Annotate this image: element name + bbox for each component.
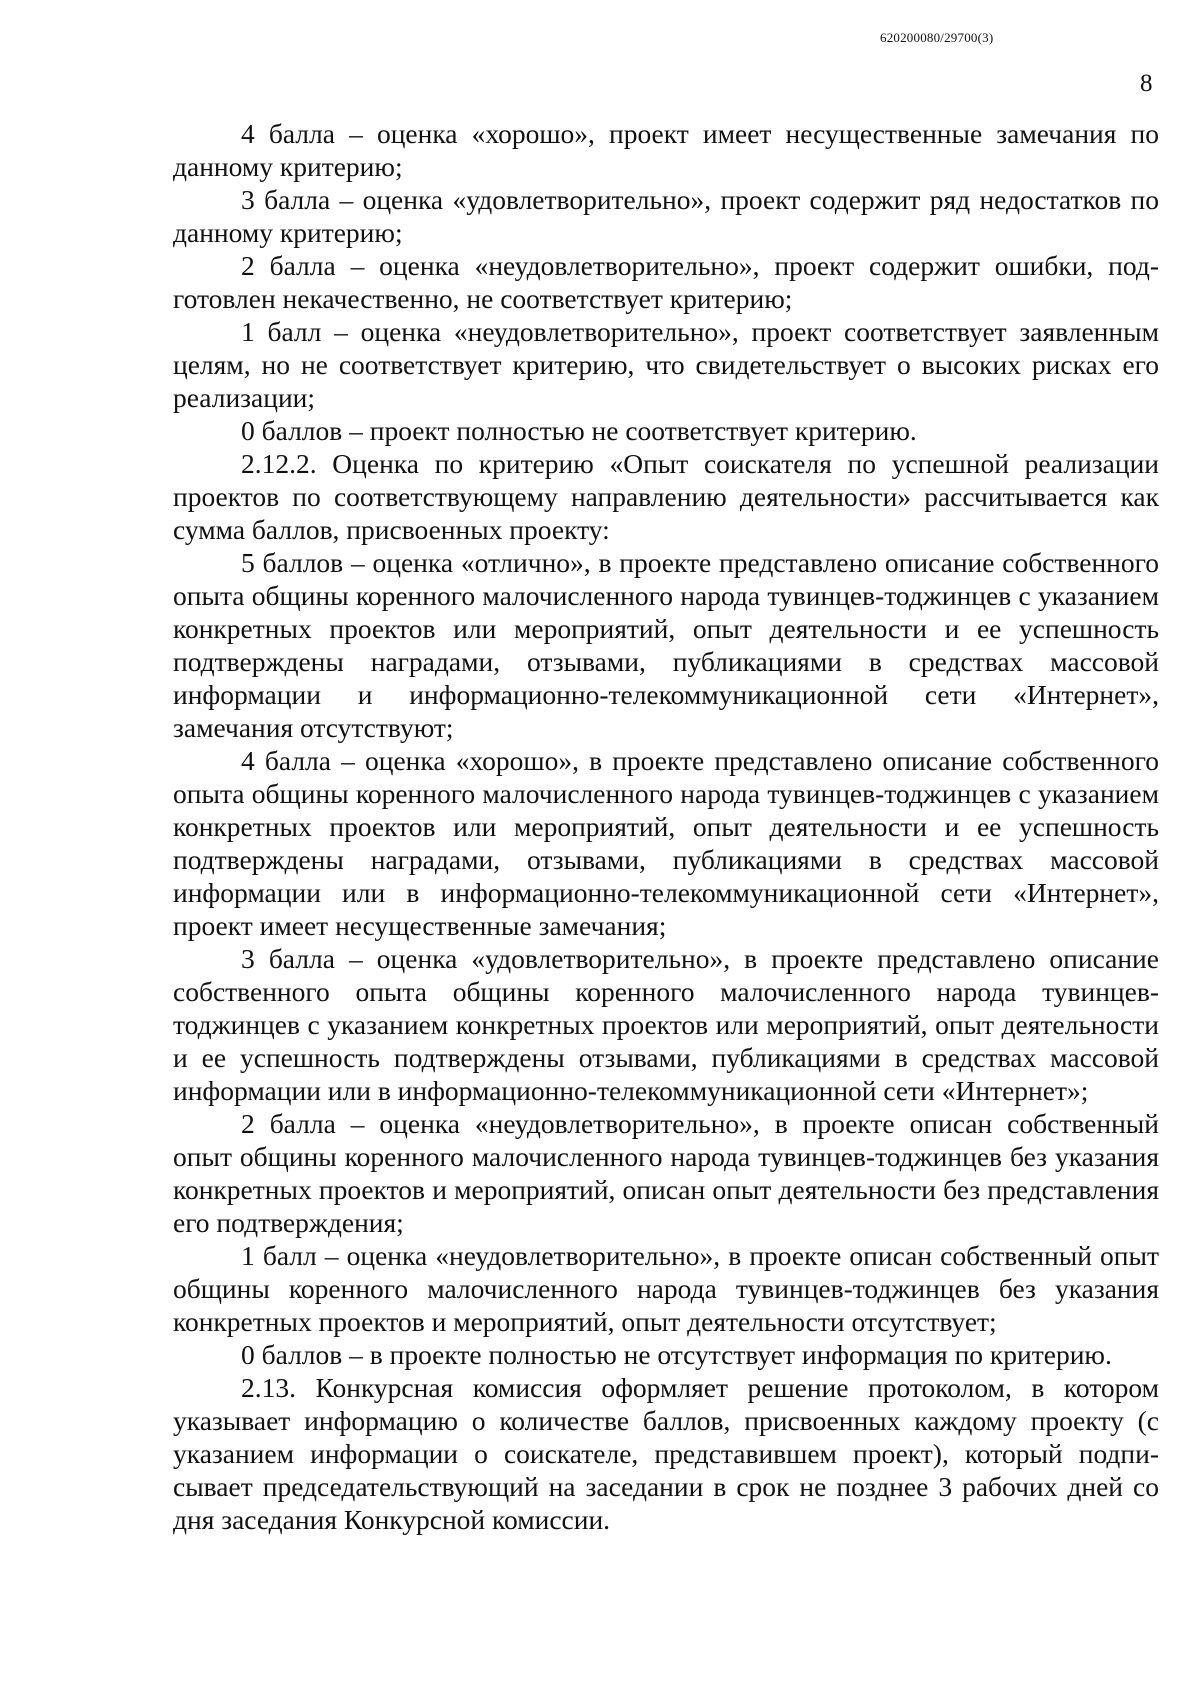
document-body (173, 117, 1159, 1536)
page-number: 8 (1140, 70, 1153, 97)
paragraph-score-2-quality: 2 балла – оценка «неудовлетворительно», проект содержит ошибки, подготовлен некачественно, не соответствует критерию; (173, 250, 1159, 314)
paragraph-score-3-quality: 3 балла – оценка «удовлетворительно», проект содержит ряд недостатков по данному критерию; (173, 184, 1159, 248)
paragraph-section-2-13: 2.13. Конкурсная комиссия оформляет решение протоколом, в котором указывает информацию о количестве баллов, присвоенных каждому проекту (с указанием информации о соискателе, представившем проект), который подписывает председательствующий на заседании в срок не позднее 3 рабочих дней со дня заседания Конкурсной комиссии. (173, 1372, 1159, 1535)
paragraph-score-2-experience: 2 балла – оценка «неудовлетворительно», в проекте описан собственный опыт общины коренного малочисленного народа тувинцев-тоджинцев без указания конкретных проектов и мероприятий, описан опыт деятельности без представления его подтверждения; (173, 1108, 1159, 1238)
paragraph-score-1-quality: 1 балл – оценка «неудовлетворительно», проект соответствует заявленным целям, но не соответствует критерию, что свидетельствует о высоких рисках его реализации; (173, 316, 1159, 413)
paragraph-score-0-experience: 0 баллов – в проекте полностью не отсутствует информация по критерию. (241, 1339, 1112, 1370)
paragraph-score-1-experience: 1 балл – оценка «неудовлетворительно», в проекте описан собственный опыт общины коренного малочисленного народа тувинцев-тоджинцев без указания конкретных проектов и мероприятий, опыт деятельности отсутствует; (173, 1240, 1159, 1337)
paragraph-section-2-12-2: 2.12.2. Оценка по критерию «Опыт соискателя по успешной реализации проектов по соответствующему направлению деятельности» рассчитывается как сумма баллов, присвоенных проекту: (173, 448, 1159, 545)
document-code: 620200080/29700(3) (880, 30, 994, 45)
paragraph-score-3-experience: 3 балла – оценка «удовлетворительно», в проекте представлено описание собственного опыта общины коренного малочисленного народа тувинцев-тоджинцев с указанием конкретных проектов или мероприятий, опыт деятельности и ее успешность подтверждены отзывами, публикациями в средствах массовой информации или в информационно-телекоммуникационной сети «Интернет»; (173, 943, 1159, 1106)
paragraph-score-4-experience: 4 балла – оценка «хорошо», в проекте представлено описание собственного опыта общины коренного малочисленного народа тувинцев-тоджинцев с указанием конкретных проектов или мероприятий, опыт деятельности и ее успешность подтверждены наградами, отзывами, публикациями в средствах массовой информации или в информационно-телекоммуникационной сети «Интернет», проект имеет несущественные замечания; (173, 745, 1159, 941)
paragraph-score-4-quality: 4 балла – оценка «хорошо», проект имеет несущественные замечания по данному критерию; (173, 118, 1159, 182)
paragraph-score-5-experience: 5 баллов – оценка «отлично», в проекте представлено описание собственного опыта общины коренного малочисленного народа тувинцев-тоджинцев с указанием конкретных проектов или мероприятий, опыт деятельности и ее успешность подтверждены наградами, отзывами, публикациями в средствах массовой информации и информационно-телекоммуникационной сети «Интернет», замечания отсутствуют; (173, 547, 1159, 743)
paragraph-score-0-quality: 0 баллов – проект полностью не соответствует критерию. (241, 415, 917, 446)
